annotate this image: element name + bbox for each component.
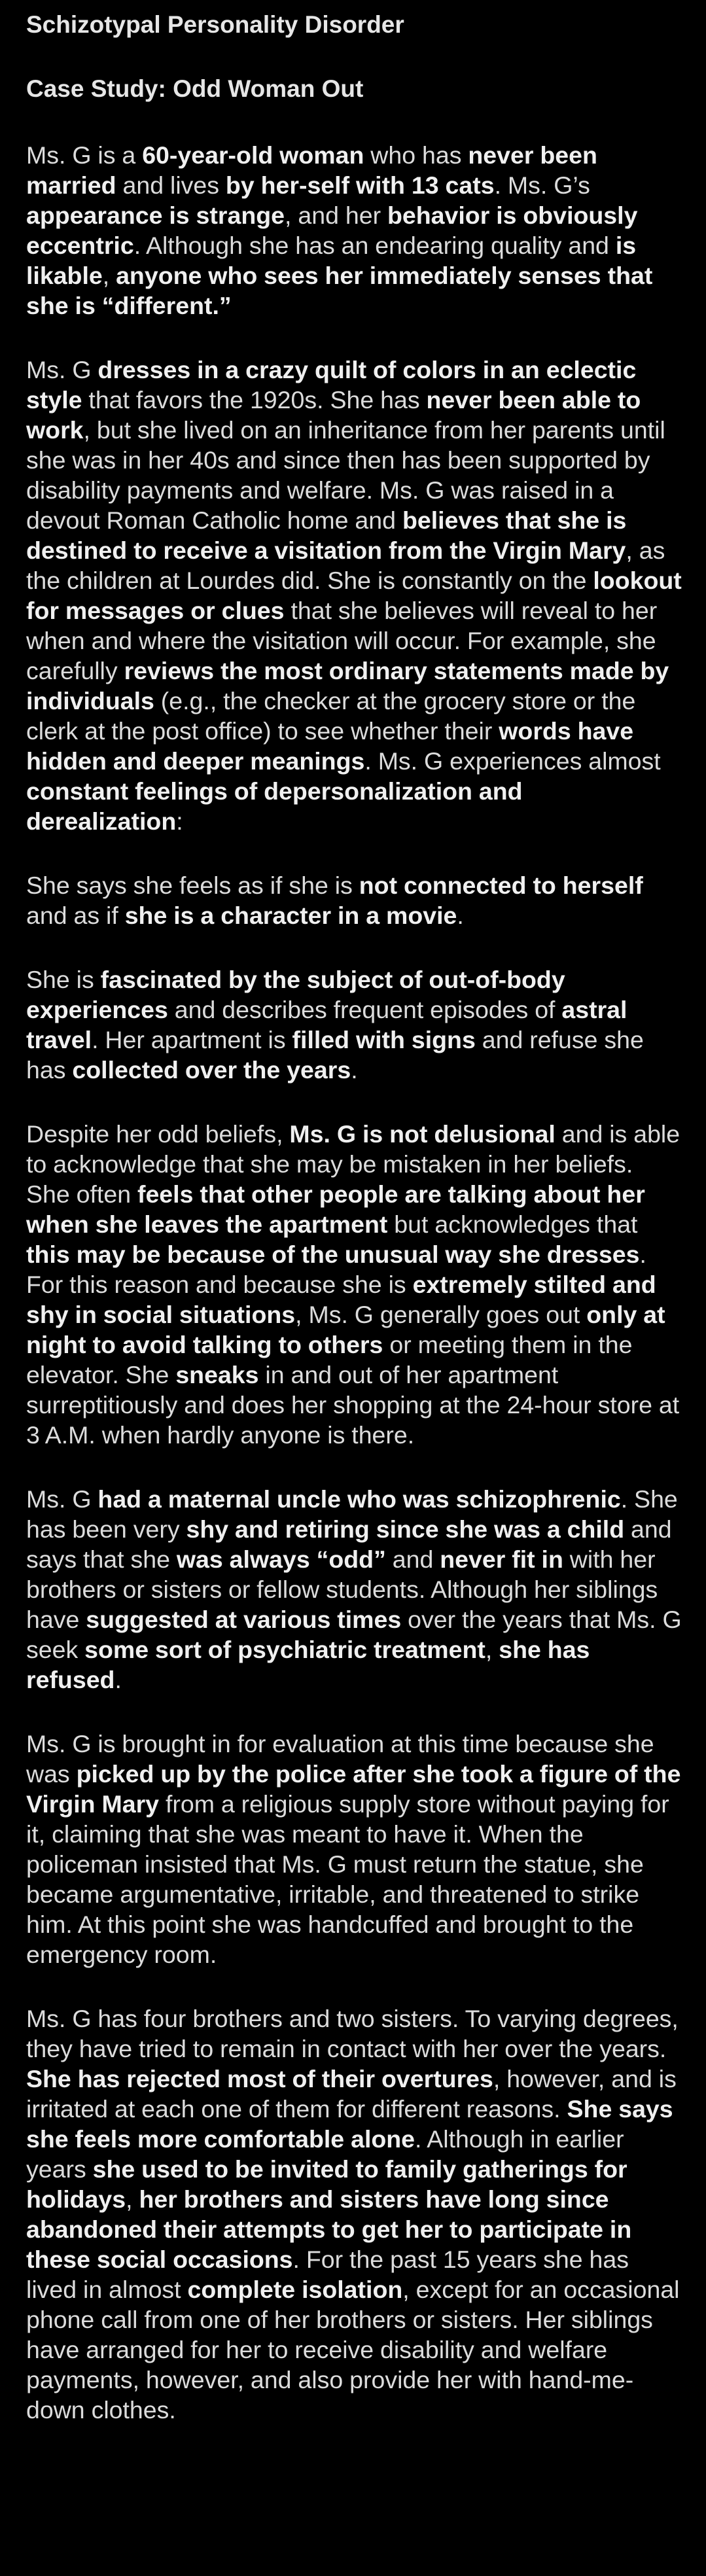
emphasis-text: suggested at various times xyxy=(86,1606,402,1633)
emphasis-text: picked up by the police after she took a figure of the Virgin Mary xyxy=(26,1760,681,1818)
emphasis-text: never been married xyxy=(26,141,597,199)
body-text: , xyxy=(102,262,116,289)
body-text: . She has been very xyxy=(26,1485,678,1543)
body-text: . For this reason and because she is xyxy=(26,1241,646,1298)
emphasis-text: feels that other people are talking about her when she leaves the apartment xyxy=(26,1180,645,1238)
body-text: Ms. G xyxy=(26,1485,98,1513)
body-text: with her brothers or sisters or fellow students. Although her siblings have xyxy=(26,1545,658,1633)
body-text: : xyxy=(176,807,183,835)
emphasis-text: sneaks xyxy=(175,1361,259,1388)
body-text: Ms. G has four brothers and two sisters. To varying degrees, they have tried to remain in contact with her over the years. xyxy=(26,2005,679,2062)
emphasis-text: lookout for messages or clues xyxy=(26,567,682,624)
emphasis-text: was always “odd” xyxy=(176,1545,386,1573)
body-text: , but she lived on an inheritance from her parents until she was in her 40s and since then has been supported by disability payments and welfare. Ms. G was raised in a devout Roman Catholic home and xyxy=(26,416,665,534)
emphasis-text: 60-year-old woman xyxy=(142,141,364,169)
emphasis-text: words have hidden and deeper meanings xyxy=(26,717,634,775)
emphasis-text: appearance is strange xyxy=(26,202,285,229)
body-text: , xyxy=(485,1636,499,1663)
document xyxy=(0,10,706,2425)
paragraph-6 xyxy=(26,1484,682,1695)
paragraph-3 xyxy=(26,870,682,930)
body-text: or meeting them in the elevator. She xyxy=(26,1331,633,1388)
emphasis-text: this may be because of the unusual way she dresses xyxy=(26,1241,640,1268)
body-text: and says that she xyxy=(26,1515,672,1573)
emphasis-text: some sort of psychiatric treatment xyxy=(84,1636,485,1663)
body-text: She is xyxy=(26,966,101,993)
body-text: . For the past 15 years she has lived in almost xyxy=(26,2246,629,2303)
emphasis-text: complete isolation xyxy=(187,2276,403,2303)
body-text: and describes frequent episodes of xyxy=(168,996,562,1023)
emphasis-text: she has refused xyxy=(26,1636,590,1693)
emphasis-text: had a maternal uncle who was schizophrenic xyxy=(97,1485,621,1513)
paragraph-1 xyxy=(26,140,682,321)
body-text: , Ms. G generally goes out xyxy=(295,1301,587,1328)
emphasis-text: She has rejected most of their overtures xyxy=(26,2065,493,2092)
body-text: but acknowledges that xyxy=(387,1210,638,1238)
body-text: , and her xyxy=(285,202,387,229)
body-text: , except for an occasional phone call from one of her brothers or sisters. Her siblings have arranged for her to receive disability and welfare payments, however, and also provide her with hand-me-down clothes. xyxy=(26,2276,680,2424)
emphasis-text: filled with signs xyxy=(292,1026,476,1053)
body-text: and refuse she has xyxy=(26,1026,644,1084)
body-text: , as the children at Lourdes did. She is constantly on the xyxy=(26,537,665,594)
body-text: . Ms. G experiences almost xyxy=(364,747,661,775)
paragraph-5 xyxy=(26,1119,682,1450)
case-study-heading: Case Study: Odd Woman Out xyxy=(26,75,364,102)
emphasis-text: by her-self with 13 cats xyxy=(225,171,495,199)
emphasis-text: shy and retiring since she was a child xyxy=(186,1515,625,1543)
body-text: . Ms. G’s xyxy=(494,171,590,199)
emphasis-text: she is a character in a movie xyxy=(124,902,457,929)
body-text: from a religious supply store without paying for it, claiming that she was meant to have it. When the policeman insisted that Ms. G must return the statue, she became argumentative, irritable, and threatened to strike him. At this point she was handcuffed and brought to the emergency room. xyxy=(26,1790,669,1968)
body-text: . xyxy=(457,902,464,929)
body-text: (e.g., the checker at the grocery store or the clerk at the post office) to see whether their xyxy=(26,687,636,745)
paragraph-4 xyxy=(26,964,682,1085)
body-text: and xyxy=(385,1545,440,1573)
body-text: in and out of her apartment surreptitiously and does her shopping at the 24-hour store at 3 A.M. when hardly anyone is there. xyxy=(26,1361,680,1449)
body-text: . xyxy=(351,1056,358,1084)
body-text: and as if xyxy=(26,902,125,929)
paragraph-8 xyxy=(26,2003,682,2425)
document-title: Schizotypal Personality Disorder xyxy=(26,11,404,38)
emphasis-text: believes that she is destined to receive a visitation from the Virgin Mary xyxy=(26,506,627,564)
emphasis-text: is likable xyxy=(26,232,637,289)
emphasis-text: fascinated by the subject of out-of-body experiences xyxy=(26,966,565,1023)
emphasis-text: only at night to avoid talking to others xyxy=(26,1301,665,1358)
body-text: who has xyxy=(364,141,468,169)
body-text: Ms. G xyxy=(26,356,98,383)
emphasis-text: constant feelings of depersonalization and derealization xyxy=(26,777,523,835)
body-text: and lives xyxy=(116,171,226,199)
body-text: , however, and is irritated at each one of them for different reasons. xyxy=(26,2065,677,2123)
emphasis-text: collected over the years xyxy=(72,1056,351,1084)
emphasis-text: reviews the most ordinary statements made by individuals xyxy=(26,657,669,715)
body-text: She says she feels as if she is xyxy=(26,872,359,899)
body-text: Ms. G is a xyxy=(26,141,143,169)
paragraph-2 xyxy=(26,355,682,836)
emphasis-text: astral travel xyxy=(26,996,627,1053)
emphasis-text: she used to be invited to family gatherings for holidays xyxy=(26,2155,627,2213)
body-text: that favors the 1920s. She has xyxy=(82,386,427,414)
emphasis-text: extremely stilted and shy in social situations xyxy=(26,1271,656,1328)
body-text: . xyxy=(115,1666,122,1693)
body-text: and is able to acknowledge that she may be mistaken in her beliefs. She often xyxy=(26,1120,680,1208)
emphasis-text: dresses in a crazy quilt of colors in an eclectic style xyxy=(26,356,637,414)
emphasis-text: her brothers and sisters have long since abandoned their attempts to get her to participate in these social occasions xyxy=(26,2185,632,2273)
emphasis-text: behavior is obviously eccentric xyxy=(26,202,638,259)
body-text: over the years that Ms. G seek xyxy=(26,1606,682,1663)
emphasis-text: anyone who sees her immediately senses that she is “different.” xyxy=(26,262,653,319)
body-text: . Her apartment is xyxy=(92,1026,292,1053)
body-text: . Although she has an endearing quality and xyxy=(133,232,616,259)
emphasis-text: She says she feels more comfortable alone xyxy=(26,2095,673,2153)
body-text: , xyxy=(126,2185,139,2213)
emphasis-text: never fit in xyxy=(440,1545,563,1573)
body-text: Ms. G is brought in for evaluation at this time because she was xyxy=(26,1730,654,1788)
paragraph-7 xyxy=(26,1729,682,1969)
body-text: that she believes will reveal to her when and where the visitation will occur. For example, she carefully xyxy=(26,597,658,684)
body-text: . Although in earlier years xyxy=(26,2125,624,2183)
body-text: Despite her odd beliefs, xyxy=(26,1120,290,1148)
emphasis-text: Ms. G is not delusional xyxy=(289,1120,556,1148)
emphasis-text: not connected to herself xyxy=(359,872,643,899)
emphasis-text: never been able to work xyxy=(26,386,641,444)
